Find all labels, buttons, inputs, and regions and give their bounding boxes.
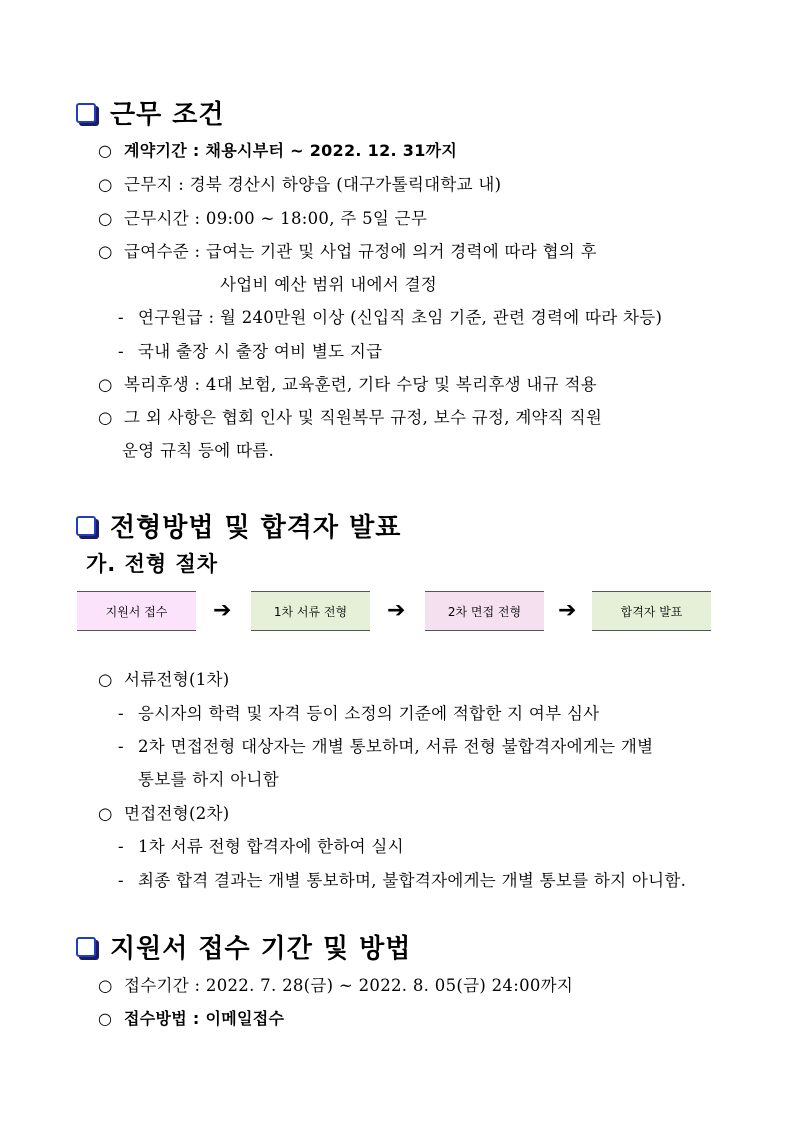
arrow-right-icon: ➔ [558,598,577,623]
sub-title-process: 가. 전형 절차 [86,552,219,576]
document-screening-line: ○ 서류전형(1차) [98,670,230,689]
application-method-line: ○ 접수방법 : 이메일접수 [98,1009,285,1028]
flow-step-application: 지원서 접수 [77,591,196,631]
work-hours-line: ○ 근무시간 : 09:00 ~ 18:00, 주 5일 근무 [98,209,428,228]
checkbox-square-icon [76,516,96,536]
screening-criteria-line: - 응시자의 학력 및 자격 등이 소정의 기준에 적합한 지 여부 심사 [118,704,600,723]
salary-line-cont: 사업비 예산 범위 내에서 결정 [220,275,438,294]
section-heading-work-conditions [76,94,225,131]
flow-step-announcement: 합격자 발표 [592,591,711,631]
final-result-line: - 최종 합격 결과는 개별 통보하며, 불합격자에게는 개별 통보를 하지 아니함. [118,871,687,890]
interview-target-line: - 1차 서류 전형 합격자에 한하여 실시 [118,837,404,856]
benefits-line: ○ 복리후생 : 4대 보험, 교육훈련, 기타 수당 및 복리후생 내규 적용 [98,375,597,394]
section-heading-application [76,928,411,965]
arrow-right-icon: ➔ [387,598,406,623]
other-matters-line: ○ 그 외 사항은 협회 인사 및 직원복무 규정, 보수 규정, 계약직 직원 [98,408,603,427]
section-heading-selection [76,507,401,544]
interview-notice-line-cont: 통보를 하지 아니함 [138,770,280,789]
checkbox-square-icon [76,937,96,957]
flow-step-interview: 2차 면접 전형 [425,591,544,631]
salary-line: ○ 급여수준 : 급여는 기관 및 사업 규정에 의거 경력에 따라 협의 후 [98,242,597,261]
other-matters-line-cont: 운영 규칙 등에 따름. [122,441,275,460]
arrow-right-icon: ➔ [213,598,232,623]
application-period-line: ○ 접수기간 : 2022. 7. 28(금) ~ 2022. 8. 05(금) 24:00까지 [98,976,574,995]
contract-period-line: ○ 계약기간 : 채용시부터 ~ 2022. 12. 31까지 [98,141,458,160]
travel-expense-line: - 국내 출장 시 출장 여비 별도 지급 [118,342,383,361]
interview-notice-line: - 2차 면접전형 대상자는 개별 통보하며, 서류 전형 불합격자에게는 개별 [118,737,654,756]
work-location-line: ○ 근무지 : 경북 경산시 하양읍 (대구가톨릭대학교 내) [98,175,502,194]
checkbox-square-icon [76,103,96,123]
section-title: 근무 조건 [110,100,225,130]
researcher-salary-line: - 연구원급 : 월 240만원 이상 (신입직 초임 기준, 관련 경력에 따라 차등) [118,308,663,327]
interview-screening-line: ○ 면접전형(2차) [98,804,230,823]
section-title: 지원서 접수 기간 및 방법 [110,934,412,964]
section-title: 전형방법 및 합격자 발표 [110,513,402,543]
flow-step-document-screening: 1차 서류 전형 [251,591,370,631]
